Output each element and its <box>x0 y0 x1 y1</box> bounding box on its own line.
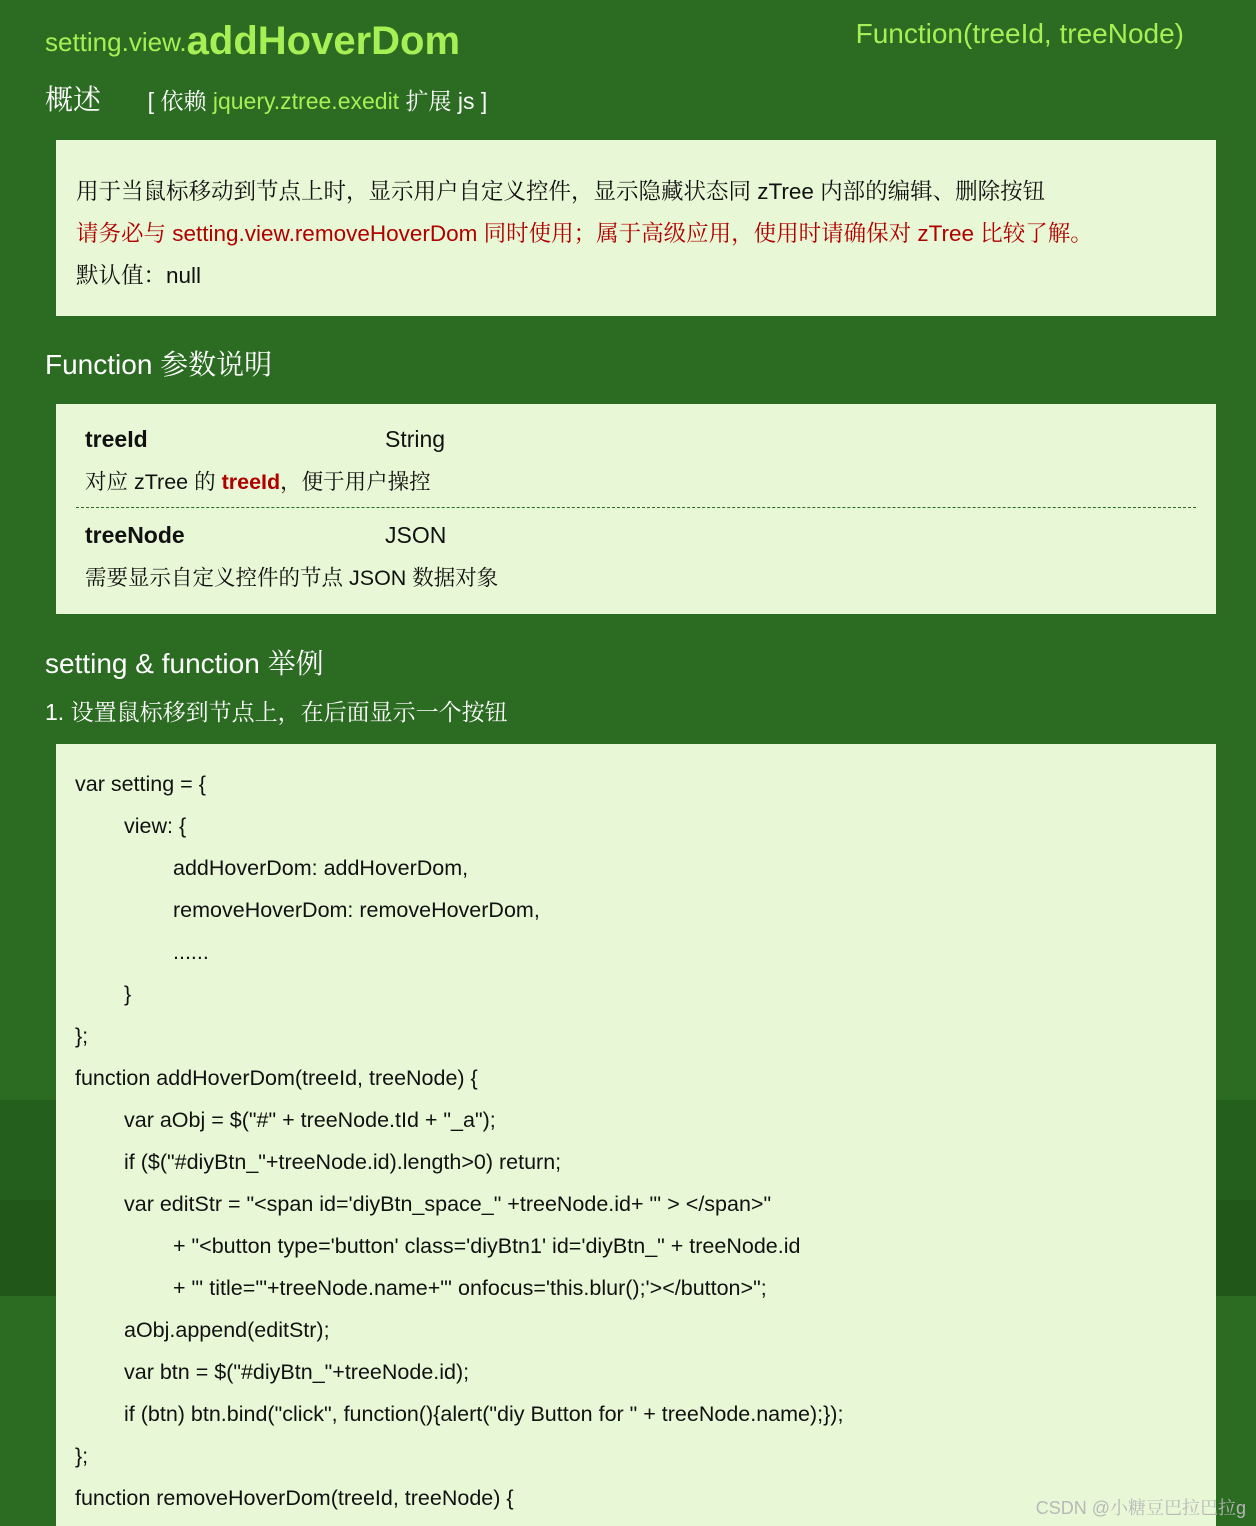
code-line: var aObj = $("#" + treeNode.tId + "_a"); <box>124 1108 496 1132</box>
code-line: }; <box>75 1444 89 1468</box>
code-line: var btn = $("#diyBtn_"+treeNode.id); <box>124 1360 470 1384</box>
code-line: addHoverDom: addHoverDom, <box>173 856 469 880</box>
param-desc-highlight: treeId <box>221 470 281 494</box>
api-path-prefix: setting.view. <box>45 27 187 57</box>
dependency-close: 扩展 js ] <box>399 88 488 114</box>
param-item <box>85 426 445 496</box>
param-item <box>85 522 498 592</box>
code-line: if (btn) btn.bind("click", function(){alert("diy Button for " + treeNode.name);}); <box>124 1402 844 1426</box>
param-type: JSON <box>385 522 447 548</box>
code-box <box>56 744 1216 1526</box>
code-line: ...... <box>173 940 209 964</box>
example-section-title: setting & function 举例 <box>45 648 324 679</box>
default-value: 默认值：null <box>76 263 202 288</box>
watermark: CSDN @小糖豆巴拉巴拉g <box>1035 1498 1246 1518</box>
param-desc <box>85 561 498 592</box>
code-line: }; <box>75 1024 89 1048</box>
dependency-note <box>148 88 488 114</box>
overview-title: 概述 <box>45 84 102 115</box>
param-separator <box>76 507 1196 508</box>
example-subtitle: 1. 设置鼠标移到节点上，在后面显示一个按钮 <box>45 699 508 725</box>
param-type: String <box>385 426 446 452</box>
code-line: } <box>124 982 132 1006</box>
dependency-lib: jquery.ztree.exedit <box>212 88 400 114</box>
code-line: if ($("#diyBtn_"+treeNode.id).length>0) return; <box>124 1150 562 1174</box>
params-section-title: Function 参数说明 <box>45 349 273 380</box>
code-line: var setting = { <box>75 772 206 796</box>
description-line: 用于当鼠标移动到节点上时，显示用户自定义控件，显示隐藏状态同 zTree 内部的编辑、删除按钮 <box>76 179 1046 204</box>
code-line: view: { <box>124 814 187 838</box>
api-header <box>45 6 1195 63</box>
api-name: addHoverDom <box>186 19 461 63</box>
param-name: treeNode <box>85 522 185 548</box>
code-line: function removeHoverDom(treeId, treeNode) { <box>75 1486 514 1510</box>
description-warning: 请务必与 setting.view.removeHoverDom 同时使用；属于高级应用，使用时请确保对 zTree 比较了解。 <box>76 221 1093 246</box>
code-line: function addHoverDom(treeId, treeNode) { <box>75 1066 478 1090</box>
param-desc-text: 对应 zTree 的 <box>85 470 222 494</box>
api-signature: Function(treeId, treeNode) <box>855 18 1184 49</box>
code-line: var editStr = "<span id='diyBtn_space_" +treeNode.id+ "' > </span>" <box>124 1192 772 1216</box>
params-box <box>56 404 1216 614</box>
param-name: treeId <box>85 426 148 452</box>
overview-row <box>45 78 487 118</box>
param-desc-text: 需要显示自定义控件的节点 JSON 数据对象 <box>85 566 499 590</box>
param-desc <box>85 465 445 496</box>
description-box <box>56 140 1216 316</box>
code-line: + "<button type='button' class='diyBtn1' id='diyBtn_" + treeNode.id <box>173 1234 801 1258</box>
code-line: removeHoverDom: removeHoverDom, <box>173 898 540 922</box>
code-line: + "' title='"+treeNode.name+"' onfocus='this.blur();'></button>"; <box>173 1276 767 1300</box>
code-line: aObj.append(editStr); <box>124 1318 330 1342</box>
dependency-open: [ 依赖 <box>147 88 213 114</box>
param-desc-text: ，便于用户操控 <box>280 470 431 494</box>
api-path <box>45 16 460 61</box>
